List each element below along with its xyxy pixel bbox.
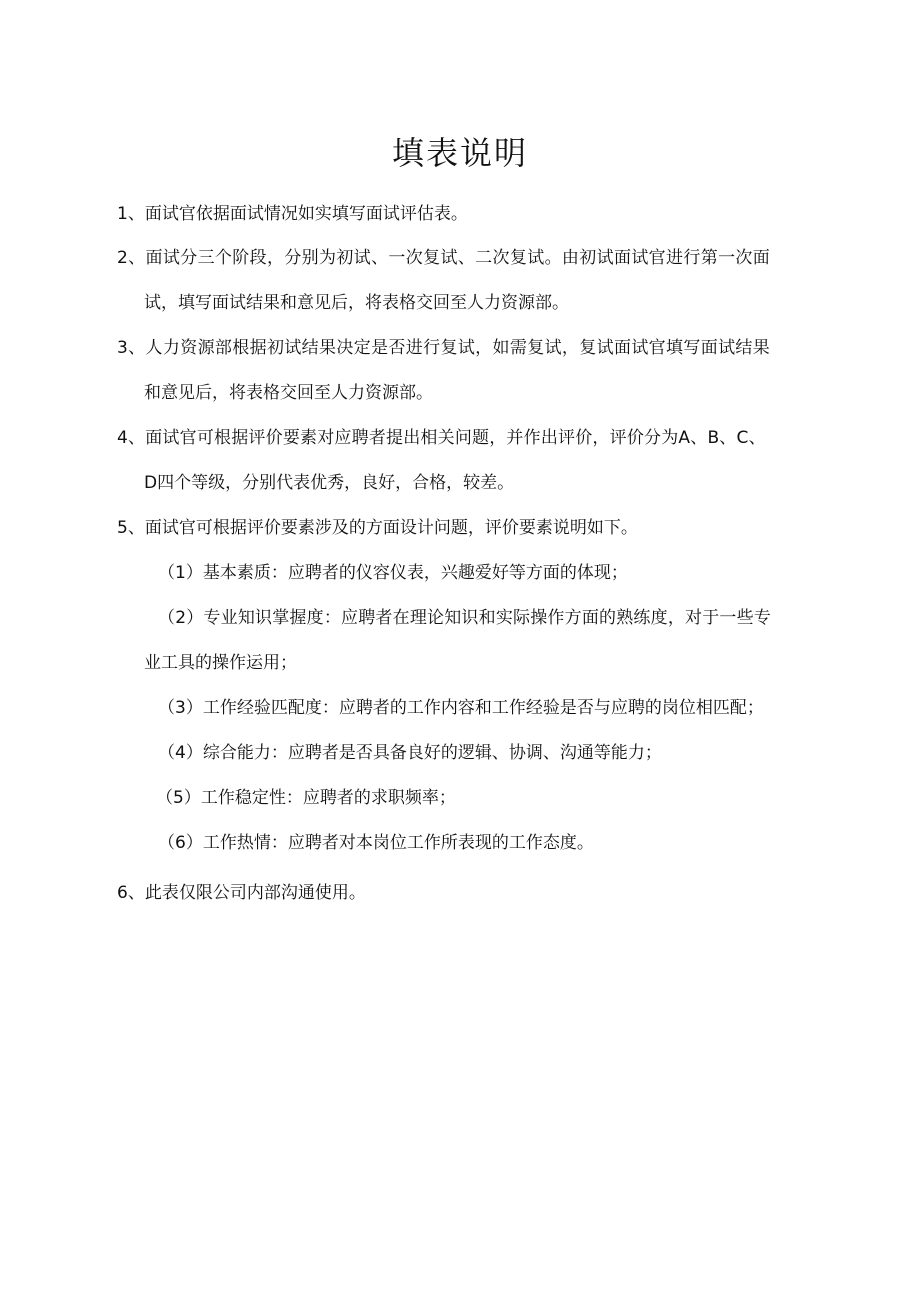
- criterion-6: （6）工作热情：应聘者对本岗位工作所表现的工作态度。: [158, 833, 594, 853]
- instruction-4-line-2: D四个等级，分别代表优秀，良好，合格，较差。: [144, 473, 515, 493]
- instruction-3-line-1: 3、人力资源部根据初试结果决定是否进行复试，如需复试，复试面试官填写面试结果: [117, 338, 771, 358]
- criterion-1: （1）基本素质：应聘者的仪容仪表，兴趣爱好等方面的体现；: [158, 563, 628, 583]
- criterion-2-line-1: （2）专业知识掌握度：应聘者在理论知识和实际操作方面的熟练度，对于一些专: [158, 608, 772, 628]
- criterion-2-line-2: 业工具的操作运用；: [144, 653, 297, 673]
- document-title: 填表说明: [391, 134, 528, 172]
- instruction-6: 6、此表仅限公司内部沟通使用。: [117, 883, 366, 903]
- instruction-4-line-1: 4、面试官可根据评价要素对应聘者提出相关问题，并作出评价，评价分为A、B、C、: [117, 428, 766, 448]
- criterion-5: （5）工作稳定性：应聘者的求职频率；: [156, 788, 456, 808]
- criterion-3: （3）工作经验匹配度：应聘者的工作内容和工作经验是否与应聘的岗位相匹配；: [158, 698, 764, 718]
- instruction-3-line-2: 和意见后，将表格交回至人力资源部。: [144, 383, 433, 403]
- instruction-1: 1、面试官依据面试情况如实填写面试评估表。: [117, 204, 468, 224]
- criterion-4: （4）综合能力：应聘者是否具备良好的逻辑、协调、沟通等能力；: [158, 743, 662, 763]
- instruction-2-line-1: 2、面试分三个阶段，分别为初试、一次复试、二次复试。由初试面试官进行第一次面: [117, 248, 771, 268]
- instruction-5: 5、面试官可根据评价要素涉及的方面设计问题，评价要素说明如下。: [117, 518, 638, 538]
- instruction-2-line-2: 试，填写面试结果和意见后，将表格交回至人力资源部。: [144, 293, 569, 313]
